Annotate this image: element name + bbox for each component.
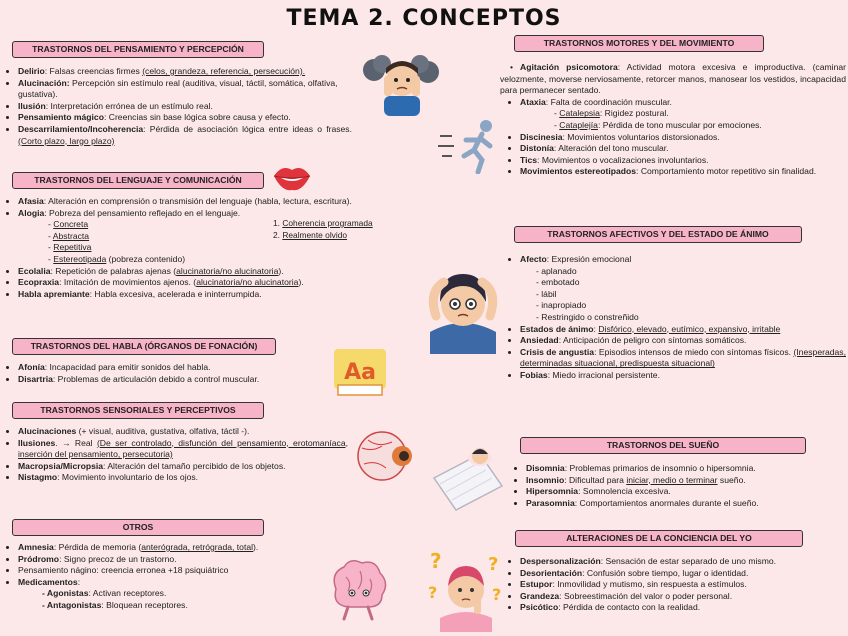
list-item: • Agitación psicomotora: Actividad motora excesiva e improductiva. (caminar velozmente, moverse nerviosamente, retorcer manos, manosear los vestidos, incapacidad para permanecer sentado. <box>500 62 846 96</box>
section-afectivos <box>508 254 846 382</box>
list-item: • Habla apremiante: Habla excesiva, acelerada e ininterrumpida. <box>18 289 352 301</box>
eye-icon <box>352 428 416 484</box>
list-item: • Parasomnia: Comportamientos anormales durante el sueño. <box>526 498 846 510</box>
section-sueno <box>514 463 846 509</box>
list-item: • Amnesia: Pérdida de memoria (anterógrada, retrógrada, total). <box>18 542 336 554</box>
list-item: • Ataxia: Falta de coordinación muscular. - Catalepsia: Rigidez postural. - Cataplejía: Pérdida de tono muscular por emociones. <box>520 97 846 132</box>
svg-text:?: ? <box>488 554 499 575</box>
stressed-woman-icon <box>418 262 508 354</box>
list-item: • Grandeza: Sobreestimación del valor o poder personal. <box>520 591 846 603</box>
section-header-sensoriales: TRASTORNOS SENSORIALES Y PERCEPTIVOS <box>12 402 264 419</box>
section-header-pensamiento: TRASTORNOS DEL PENSAMIENTO Y PERCEPCIÓN <box>12 41 264 58</box>
list-item: • Pensamiento mágico: Creencias sin base lógica sobre causa y efecto. <box>18 112 352 124</box>
list-item: • Despersonalización: Sensación de estar separado de uno mismo. <box>520 556 846 568</box>
section-conciencia <box>508 556 846 614</box>
list-item: • Afecto: Expresión emocional - aplanado - embotado - lábil - inapropiado - Restringido o constreñido <box>520 254 846 324</box>
page-title: TEMA 2. CONCEPTOS <box>286 6 562 31</box>
svg-text:Aa: Aa <box>344 360 376 385</box>
section-header-otros: OTROS <box>12 519 264 536</box>
list-item: • Crisis de angustia: Episodios intensos de miedo con síntomas físicos. (Inesperadas, determinadas situacional, predispuesta situacional) <box>520 347 846 370</box>
lips-icon <box>272 160 312 194</box>
list-item: • Estados de ánimo: Disfórico, elevado, eutímico, expansivo, irritable <box>520 324 846 336</box>
section-header-habla: TRASTORNOS DEL HABLA (ÓRGANOS DE FONACIÓN) <box>12 338 276 355</box>
list-item: • Ecopraxia: Imitación de movimientos ajenos. (alucinatoria/no alucinatoria). <box>18 277 352 289</box>
book-aa-icon <box>332 347 388 399</box>
list-item: • Hipersomnia: Somnolencia excesiva. <box>526 486 846 498</box>
list-item: • Ansiedad: Anticipación de peligro con síntomas somáticos. <box>520 335 846 347</box>
list-item: • Desorientación: Confusión sobre tiempo, lugar o identidad. <box>520 568 846 580</box>
list-item: • Nistagmo: Movimiento involuntario de los ojos. <box>18 472 348 484</box>
list-item: • Pensamiento nágino: creencia erronea +18 psiquiátrico <box>18 565 336 577</box>
section-habla <box>6 362 336 385</box>
confused-girl-icon <box>426 548 506 632</box>
list-item: • Afonía: Incapacidad para emitir sonidos del habla. <box>18 362 336 374</box>
list-item: • Tics: Movimientos o vocalizaciones involuntarios. <box>520 155 846 167</box>
list-item: • Psicótico: Pérdida de contacto con la realidad. <box>520 602 846 614</box>
list-item: • Alucinación: Percepción sin estímulo real (auditiva, visual, táctil, somática, olfativa, gustativa). <box>18 78 352 101</box>
list-item: • Alogia: Pobreza del pensamiento reflejado en el lenguaje. - Concreta - Abstracta - Repetitiva - Estereotipada (pobreza contenido) <box>18 208 352 266</box>
list-item: • Macropsia/Micropsia: Alteración del tamaño percibido de los objetos. <box>18 461 348 473</box>
running-person-icon <box>438 118 504 174</box>
list-item: • Estupor: Inmovilidad y mutismo, sin respuesta a estímulos. <box>520 579 846 591</box>
svg-text:?: ? <box>492 585 502 604</box>
section-lenguaje <box>6 196 352 300</box>
list-item: • Ecolalia: Repetición de palabras ajenas (alucinatoria/no alucinatoria). <box>18 266 352 278</box>
brain-icon <box>322 553 394 625</box>
svg-text:?: ? <box>428 583 438 602</box>
list-item: • Ilusiones. → Real (De ser controlado, disfunción del pensamiento, erotomaníaca, inserción del pensamiento, persecutoria) <box>18 438 348 461</box>
list-item: • Distonía: Alteración del tono muscular. <box>520 143 846 155</box>
list-item: • Insomnio: Dificultad para iniciar, medio o terminar sueño. <box>526 475 846 487</box>
section-header-lenguaje: TRASTORNOS DEL LENGUAJE Y COMUNICACIÓN <box>12 172 264 189</box>
list-item: • Disartria: Problemas de articulación debido a control muscular. <box>18 374 336 386</box>
alogia-numbered-list: 1. Coherencia programada 2. Realmente olvido <box>273 218 373 240</box>
section-otros <box>6 542 336 612</box>
section-header-afectivos: TRASTORNOS AFECTIVOS Y DEL ESTADO DE ÁNIMO <box>514 226 802 243</box>
anxious-person-icon <box>362 50 442 116</box>
section-header-motores: TRASTORNOS MOTORES Y DEL MOVIMIENTO <box>514 35 764 52</box>
list-item: • Ilusión: Interpretación errónea de un estímulo real. <box>18 101 352 113</box>
sleeping-person-icon <box>428 440 506 514</box>
section-motores <box>500 62 846 178</box>
list-item: • Medicamentos: - Agonistas: Activan receptores. - Antagonistas: Bloquean receptores. <box>18 577 336 612</box>
list-item: • Pródromo: Signo precoz de un trastorno. <box>18 554 336 566</box>
section-pensamiento <box>6 66 352 147</box>
svg-text:?: ? <box>430 549 442 573</box>
list-item: • Discinesia: Movimientos voluntarios distorsionados. <box>520 132 846 144</box>
list-item: • Delirio: Falsas creencias firmes (celos, grandeza, referencia, persecución). <box>18 66 352 78</box>
list-item: • Disomnia: Problemas primarios de insomnio o hipersomnia. <box>526 463 846 475</box>
section-header-conciencia: ALTERACIONES DE LA CONCIENCIA DEL YO <box>515 530 803 547</box>
section-header-sueno: TRASTORNOS DEL SUEÑO <box>520 437 806 454</box>
list-item: • Fobias: Miedo irracional persistente. <box>520 370 846 382</box>
list-item: • Descarrilamiento/Incoherencia: Pérdida de asociación lógica entre ideas o frases. (Corto plazo, largo plazo) <box>18 124 352 147</box>
list-item: • Afasia: Alteración en comprensión o transmisión del lenguaje (habla, lectura, escritura). <box>18 196 352 208</box>
list-item: • Movimientos estereotipados: Comportamiento motor repetitivo sin finalidad. <box>520 166 846 178</box>
list-item: • Alucinaciones (+ visual, auditiva, gustativa, olfativa, táctil -). <box>18 426 348 438</box>
section-sensoriales <box>6 426 348 484</box>
